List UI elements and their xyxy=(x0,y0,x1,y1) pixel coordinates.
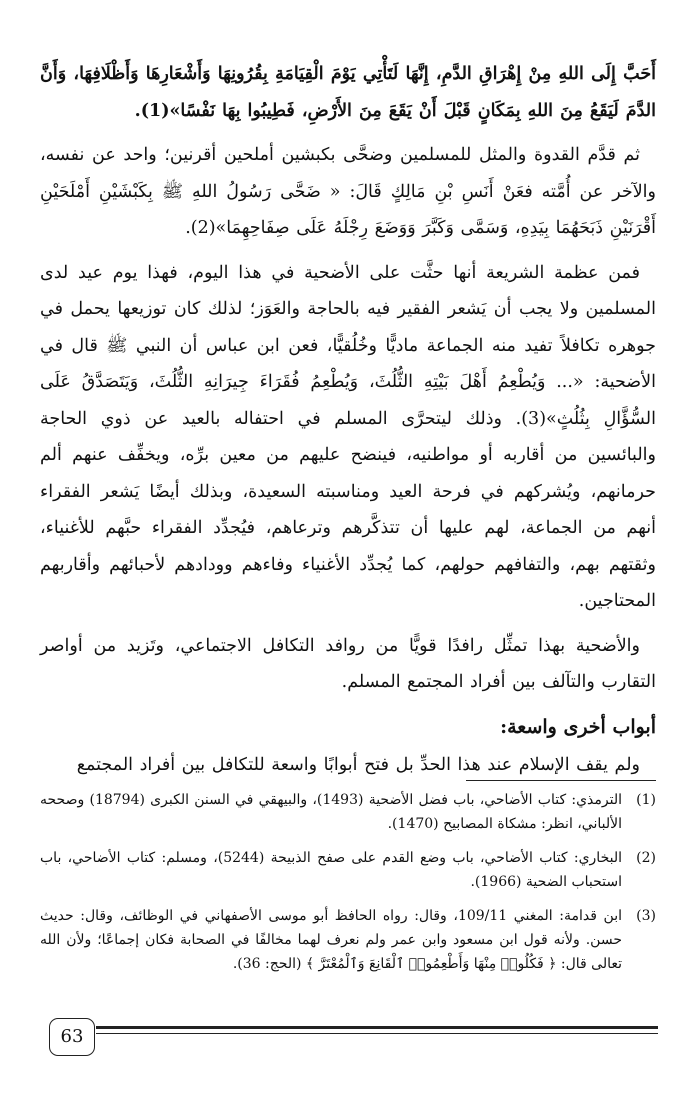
page-number: 63 xyxy=(49,1018,95,1056)
footer-rule-thick xyxy=(96,1026,658,1029)
footnote-item xyxy=(40,846,656,894)
paragraph-sacrifice-example: ثم قدَّم القدوة والمثل للمسلمين وضحَّى بكبشين أملحين أقرنين؛ واحد عن نفسه، والآخر عن أُمَّته فعَنْ أَنَسِ بْنِ مَالِكٍ قَالَ: « ضَحَّى رَسُولُ اللهِ ﷺ بِكَبْشَيْنِ أَمْلَحَيْنِ أَقْرَنَيْنِ ذَبَحَهُمَا بِيَدِهِ، وَسَمَّى وَكَبَّرَ وَوَضَعَ رِجْلَهُ عَلَى صِفَاحِهِمَا»(2). xyxy=(40,145,656,238)
footer-rule-thin xyxy=(96,1033,658,1034)
footnote-number: (3) xyxy=(636,908,656,924)
hadith-paragraph-1: أَحَبَّ إِلَى اللهِ مِنْ إِهْرَاقِ الدَّمِ، إِنَّهَا لَتَأْتِي يَوْمَ الْقِيَامَةِ بِقُرُونِهَا وَأَشْعَارِهَا وَأَظْلَافِهَا، وَأَنَّ الدَّمَ لَيَقَعُ مِنَ اللهِ بِمَكَانٍ قَبْلَ أَنْ يَقَعَ مِنَ الأَرْضِ، فَطِيبُوا بِهَا نَفْسًا»(1). xyxy=(40,64,656,121)
paragraph-sharia-greatness: فمن عظمة الشريعة أنها حثَّت على الأضحية في هذا اليوم، فهذا يوم عيد لدى المسلمين ولا يجب أن يَشعر الفقير فيه بالحاجة والعَوَز؛ لذلك كان توزيعها يحمل في جوهره تكافلاً تفيد منه الجماعة ماديًّا وخُلُقيًّا، فعن ابن عباس أن النبي ﷺ قال في الأضحية: «... وَيُطْعِمُ أَهْلَ بَيْتِهِ الثُّلُثَ، وَيُطْعِمُ فُقَرَاءَ جِيرَانِهِ الثُّلُثَ، وَيَتَصَدَّقُ عَلَى السُّؤَّالِ بِثُلُثٍ»(3). وذلك ليتحرَّى المسلم في احتفاله بالعيد عن ذوي الحاجة والبائسين من أقاربه أو مواطنيه، فينضح عليهم من معين برِّه، ويخفِّف عنهم ألم حرمانهم، ويُشركهم في فرحة العيد ومناسبته السعيدة، وبذلك أيضًا يَشعر الفقراء أنهم من الجماعة، لهم عليها أن تتذكَّرهم وترعاهم، فيُجدِّد الفقراء حبَّهم للأغنياء، وثقتهم بهم، والتفافهم حولهم، كما يُجدِّد الأغنياء وفاءهم وودادهم لأحبائهم وأقاربهم المحتاجين. xyxy=(40,262,656,611)
main-text xyxy=(40,56,656,791)
paragraph-social-solidarity: والأضحية بهذا تمثِّل رافدًا قويًّا من روافد التكافل الاجتماعي، وتَزيد من أواصر التقارب والتآلف بين أفراد المجتمع المسلم. xyxy=(40,635,656,692)
footnote-number: (1) xyxy=(636,792,656,808)
paragraph-other-doors: ولم يقف الإسلام عند هذا الحدِّ بل فتح أبوابًا واسعة للتكافل بين أفراد المجتمع xyxy=(76,754,640,775)
footnote-item xyxy=(40,904,656,976)
footnotes xyxy=(40,788,656,986)
footnote-item xyxy=(40,788,656,836)
footnote-divider xyxy=(466,780,656,781)
footnote-text: ابن قدامة: المغني 109/11، وقال: رواه الحافظ أبو موسى الأصفهاني في الوظائف، وقال: حديث حسن. ولأنه قول ابن مسعود وابن عمر ولم نعرف لهما مخالفًا في الصحابة فكان إجماعًا؛ ولأن الله تعالى قال: ﴿ فَكُلُوا۟ مِنْهَا وَأَطْعِمُوا۟ ٱلْقَانِعَ وَٱلْمُعْتَرَّ ﴾ (الحج: 36). xyxy=(40,908,623,972)
section-heading: أبواب أخرى واسعة: xyxy=(500,715,656,738)
footnote-number: (2) xyxy=(636,850,656,866)
footnote-text: البخاري: كتاب الأضاحي، باب وضع القدم على صفح الذبيحة (5244)، ومسلم: كتاب الأضاحي، باب استحباب الضحية (1966). xyxy=(40,850,622,890)
footnote-text: الترمذي: كتاب الأضاحي، باب فضل الأضحية (1493)، والبيهقي في السنن الكبرى (18794) وصححه الألباني، انظر: مشكاة المصابيح (1470). xyxy=(40,792,623,832)
